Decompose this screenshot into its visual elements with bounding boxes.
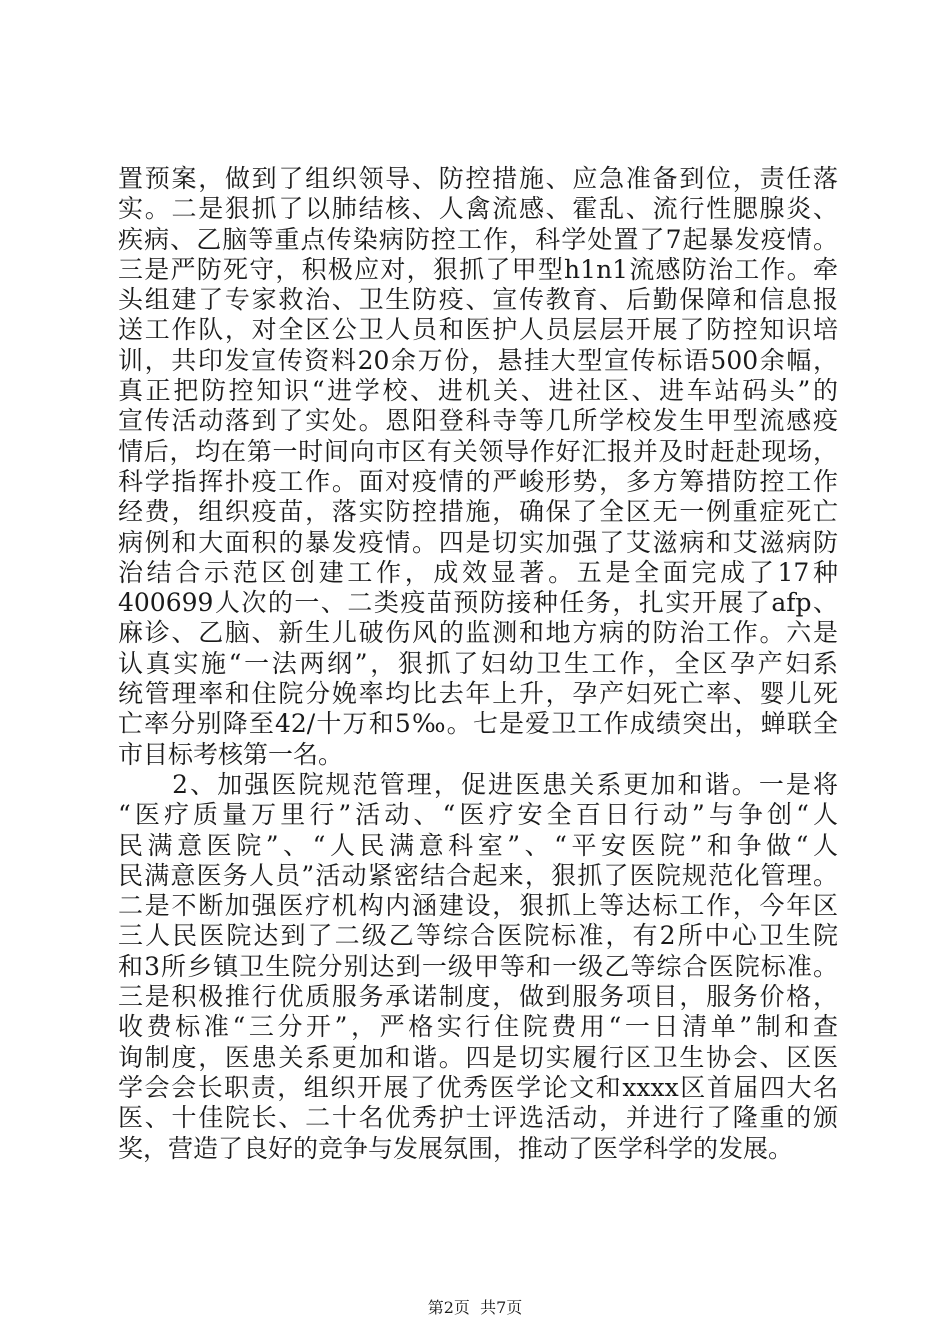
text-line: 认真实施“一法两纲”，狠抓了妇幼卫生工作，全区孕产妇系: [118, 648, 838, 678]
text-line: 送工作队，对全区公卫人员和医护人员层层开展了防控知识培: [118, 315, 838, 345]
text-line: 询制度，医患关系更加和谐。四是切实履行区卫生协会、区医: [118, 1042, 838, 1072]
text-line: 宣传活动落到了实处。恩阳登科寺等几所学校发生甲型流感疫: [118, 406, 838, 436]
text-line: 疾病、乙脑等重点传染病防控工作，科学处置了7起暴发疫情。: [118, 224, 838, 254]
text-line: 情后，均在第一时间向市区有关领导作好汇报并及时赶赴现场，: [118, 436, 838, 466]
text-line: 三人民医院达到了二级乙等综合医院标准，有2所中心卫生院: [118, 921, 838, 951]
text-line: 三是严防死守，积极应对，狠抓了甲型h1n1流感防治工作。牵: [118, 254, 838, 284]
text-line: 奖，营造了良好的竞争与发展氛围，推动了医学科学的发展。: [118, 1133, 794, 1163]
text-line: “医疗质量万里行”活动、“医疗安全百日行动”与争创“人: [118, 800, 838, 830]
text-line: 市目标考核第一名。: [118, 739, 344, 769]
text-line: 400699人次的一、二类疫苗预防接种任务，扎实开展了afp、: [118, 588, 838, 618]
text-line: 经费，组织疫苗，落实防控措施，确保了全区无一例重症死亡: [118, 497, 838, 527]
text-line: 医、十佳院长、二十名优秀护士评选活动，并进行了隆重的颁: [118, 1103, 838, 1133]
text-line: 真正把防控知识“进学校、进机关、进社区、进车站码头”的: [118, 376, 838, 406]
text-line: 民满意医务人员”活动紧密结合起来，狠抓了医院规范化管理。: [118, 860, 838, 890]
text-line: 收费标准“三分开”，严格实行住院费用“一日清单”制和查: [118, 1012, 838, 1042]
text-line: 统管理率和住院分娩率均比去年上升，孕产妇死亡率、婴儿死: [118, 679, 838, 709]
text-line: 实。二是狠抓了以肺结核、人禽流感、霍乱、流行性腮腺炎、: [118, 194, 838, 224]
text-line: 三是积极推行优质服务承诺制度，做到服务项目，服务价格，: [118, 982, 838, 1012]
text-line: 亡率分别降至42/十万和5‰。七是爱卫工作成绩突出，蝉联全: [118, 709, 838, 739]
page-number: 第2页 共7页: [427, 1298, 523, 1317]
text-line: 训，共印发宣传资料20余万份，悬挂大型宣传标语500余幅，: [118, 345, 838, 375]
text-line: 民满意医院”、“人民满意科室”、“平安医院”和争做“人: [118, 830, 838, 860]
text-line: 头组建了专家救治、卫生防疫、宣传教育、后勤保障和信息报: [118, 285, 838, 315]
text-line: 和3所乡镇卫生院分别达到一级甲等和一级乙等综合医院标准。: [118, 951, 838, 981]
text-line: 2、加强医院规范管理，促进医患关系更加和谐。一是将: [118, 769, 838, 799]
document-body: [118, 164, 838, 1164]
text-line: 麻诊、乙脑、新生儿破伤风的监测和地方病的防治工作。六是: [118, 618, 838, 648]
text-line: 置预案，做到了组织领导、防控措施、应急准备到位，责任落: [118, 164, 838, 193]
text-line: 病例和大面积的暴发疫情。四是切实加强了艾滋病和艾滋病防: [118, 527, 838, 557]
text-line: 学会会长职责，组织开展了优秀医学论文和xxxx区首届四大名: [118, 1072, 838, 1102]
text-line: 科学指挥扑疫工作。面对疫情的严峻形势，多方筹措防控工作: [118, 466, 838, 496]
text-line: 二是不断加强医疗机构内涵建设，狠抓上等达标工作，今年区: [118, 891, 838, 921]
text-line: 治结合示范区创建工作，成效显著。五是全面完成了17种: [118, 557, 838, 587]
